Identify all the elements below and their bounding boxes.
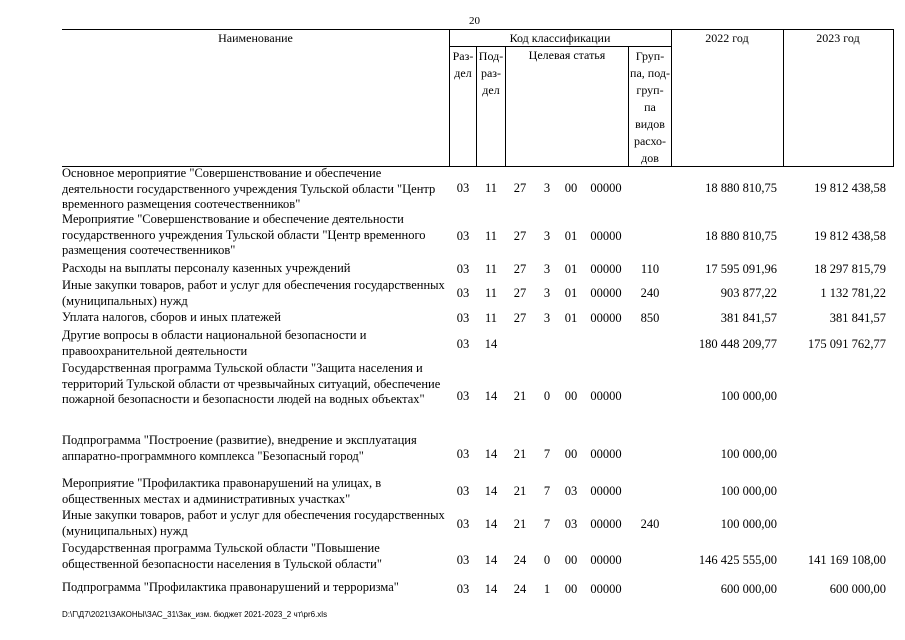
row-rz: 03 [456,337,470,351]
row-cs1: 24 [513,582,527,596]
row-cs4: 00000 [590,262,622,276]
row-cs3: 00 [564,181,578,195]
row-y2022: 600 000,00 [720,582,777,596]
row-y2022: 100 000,00 [720,484,777,498]
row-rz: 03 [456,447,470,461]
row-vr: 850 [640,311,660,325]
row-cs1: 27 [513,311,527,325]
row-cs2: 3 [543,262,551,276]
table-row [0,328,905,361]
row-cs4: 00000 [590,484,622,498]
table-row [0,433,905,476]
row-pr: 11 [484,262,498,276]
row-cs4: 00000 [590,311,622,325]
table-row [0,476,905,508]
row-cs1: 27 [513,229,527,243]
row-name: Мероприятие "Совершенствование и обеспечение деятельности государственного учреждения Тульской области "Центр временного размещения соотечественников" [62,212,426,257]
row-rz: 03 [456,484,470,498]
table-row [0,541,905,580]
row-y2022: 100 000,00 [720,389,777,403]
header-gruppa: Груп- па, под- груп- па видов расхо- дов [630,49,670,165]
row-name: Основное мероприятие "Совершенствование и обеспечение деятельности государственного учреждения Тульской области "Центр временного размещения соотечественников" [62,166,436,211]
row-y2022: 18 880 810,75 [705,181,777,195]
row-cs4: 00000 [590,517,622,531]
table-row [0,212,905,261]
row-pr: 14 [484,337,498,351]
row-rz: 03 [456,286,470,300]
row-cs3: 03 [564,484,578,498]
row-pr: 11 [484,286,498,300]
row-cs3: 01 [564,262,578,276]
table-row [0,278,905,310]
row-pr: 14 [484,484,498,498]
row-cs1: 21 [513,484,527,498]
header-name: Наименование [218,31,293,45]
row-cs2: 7 [543,517,551,531]
row-cs2: 1 [543,582,551,596]
row-cs3: 01 [564,311,578,325]
table-row [0,166,905,212]
row-vr: 240 [640,517,660,531]
row-cs3: 03 [564,517,578,531]
row-y2022: 100 000,00 [720,517,777,531]
row-cs3: 01 [564,229,578,243]
file-path: D:\Г\Д7\2021\ЗАКОНЫ\ЗАС_31\Зак_изм. бюджет 2021-2023_2 чт\pr6.xls [62,610,328,619]
row-y2023: 19 812 438,58 [814,181,886,195]
row-rz: 03 [456,389,470,403]
row-name: Подпрограмма "Построение (развитие), внедрение и эксплуатация аппаратно-программного комплекса "Безопасный город" [62,433,417,463]
table-row [0,508,905,541]
row-cs1: 21 [513,517,527,531]
row-cs3: 00 [564,389,578,403]
row-cs4: 00000 [590,181,622,195]
table-row [0,580,905,600]
row-y2022: 381 841,57 [720,311,777,325]
row-cs4: 00000 [590,447,622,461]
table-row [0,361,905,433]
row-name: Иные закупки товаров, работ и услуг для обеспечения государственных (муниципальных) нужд [62,508,445,538]
table-row [0,261,905,278]
row-name: Государственная программа Тульской области "Повышение общественной безопасности населения в Тульской области" [62,541,382,571]
row-rz: 03 [456,553,470,567]
row-y2023: 19 812 438,58 [814,229,886,243]
row-cs4: 00000 [590,553,622,567]
row-y2023: 175 091 762,77 [807,337,886,351]
row-cs2: 7 [543,484,551,498]
row-y2022: 100 000,00 [720,447,777,461]
table-row [0,310,905,328]
row-y2023: 381 841,57 [829,311,886,325]
row-name: Подпрограмма "Профилактика правонарушений и терроризма" [62,580,399,594]
row-cs4: 00000 [590,229,622,243]
row-y2022: 903 877,22 [720,286,777,300]
header-podrazdel: Под- раз- дел [478,49,504,97]
row-cs2: 3 [543,311,551,325]
row-y2023: 18 297 815,79 [814,262,886,276]
row-vr: 110 [640,262,660,276]
row-name: Расходы на выплаты персоналу казенных учреждений [62,261,351,275]
row-name: Другие вопросы в области национальной безопасности и правоохранительной деятельности [62,328,367,358]
row-pr: 14 [484,517,498,531]
header-2023: 2023 год [816,31,860,45]
row-pr: 14 [484,389,498,403]
row-pr: 11 [484,181,498,195]
page-number: 20 [469,15,480,27]
row-cs2: 7 [543,447,551,461]
header-tselevaya: Целевая статья [528,48,606,62]
row-y2023: 600 000,00 [829,582,886,596]
row-y2023: 1 132 781,22 [820,286,886,300]
row-pr: 14 [484,447,498,461]
row-cs2: 0 [543,553,551,567]
row-vr: 240 [640,286,660,300]
header-razdel: Раз- дел [452,49,474,80]
row-cs1: 27 [513,181,527,195]
row-cs3: 00 [564,582,578,596]
row-cs3: 00 [564,447,578,461]
row-cs2: 3 [543,181,551,195]
row-rz: 03 [456,582,470,596]
row-cs2: 3 [543,229,551,243]
row-rz: 03 [456,311,470,325]
row-pr: 14 [484,553,498,567]
row-y2022: 18 880 810,75 [705,229,777,243]
row-name: Государственная программа Тульской области "Защита населения и территорий Тульской области от чрезвычайных ситуаций, обеспечение пожарной безопасности и безопасности людей на водных объектах" [62,361,441,406]
row-y2022: 146 425 555,00 [698,553,777,567]
row-cs3: 01 [564,286,578,300]
row-rz: 03 [456,262,470,276]
row-cs1: 27 [513,262,527,276]
header-code: Код классификации [509,31,611,45]
row-rz: 03 [456,181,470,195]
row-cs1: 24 [513,553,527,567]
row-y2022: 180 448 209,77 [698,337,777,351]
row-pr: 14 [484,582,498,596]
row-name: Иные закупки товаров, работ и услуг для обеспечения государственных (муниципальных) нужд [62,278,445,308]
header-2022: 2022 год [705,31,749,45]
row-cs2: 0 [543,389,551,403]
row-rz: 03 [456,229,470,243]
row-name: Уплата налогов, сборов и иных платежей [62,310,281,324]
row-cs4: 00000 [590,389,622,403]
row-cs4: 00000 [590,582,622,596]
row-cs1: 27 [513,286,527,300]
row-cs2: 3 [543,286,551,300]
row-cs1: 21 [513,389,527,403]
row-y2022: 17 595 091,96 [705,262,777,276]
row-name: Мероприятие "Профилактика правонарушений на улицах, в общественных местах и административных участках" [62,476,382,506]
row-pr: 11 [484,311,498,325]
row-cs4: 00000 [590,286,622,300]
row-cs3: 00 [564,553,578,567]
row-y2023: 141 169 108,00 [807,553,886,567]
row-cs1: 21 [513,447,527,461]
row-rz: 03 [456,517,470,531]
row-pr: 11 [484,229,498,243]
